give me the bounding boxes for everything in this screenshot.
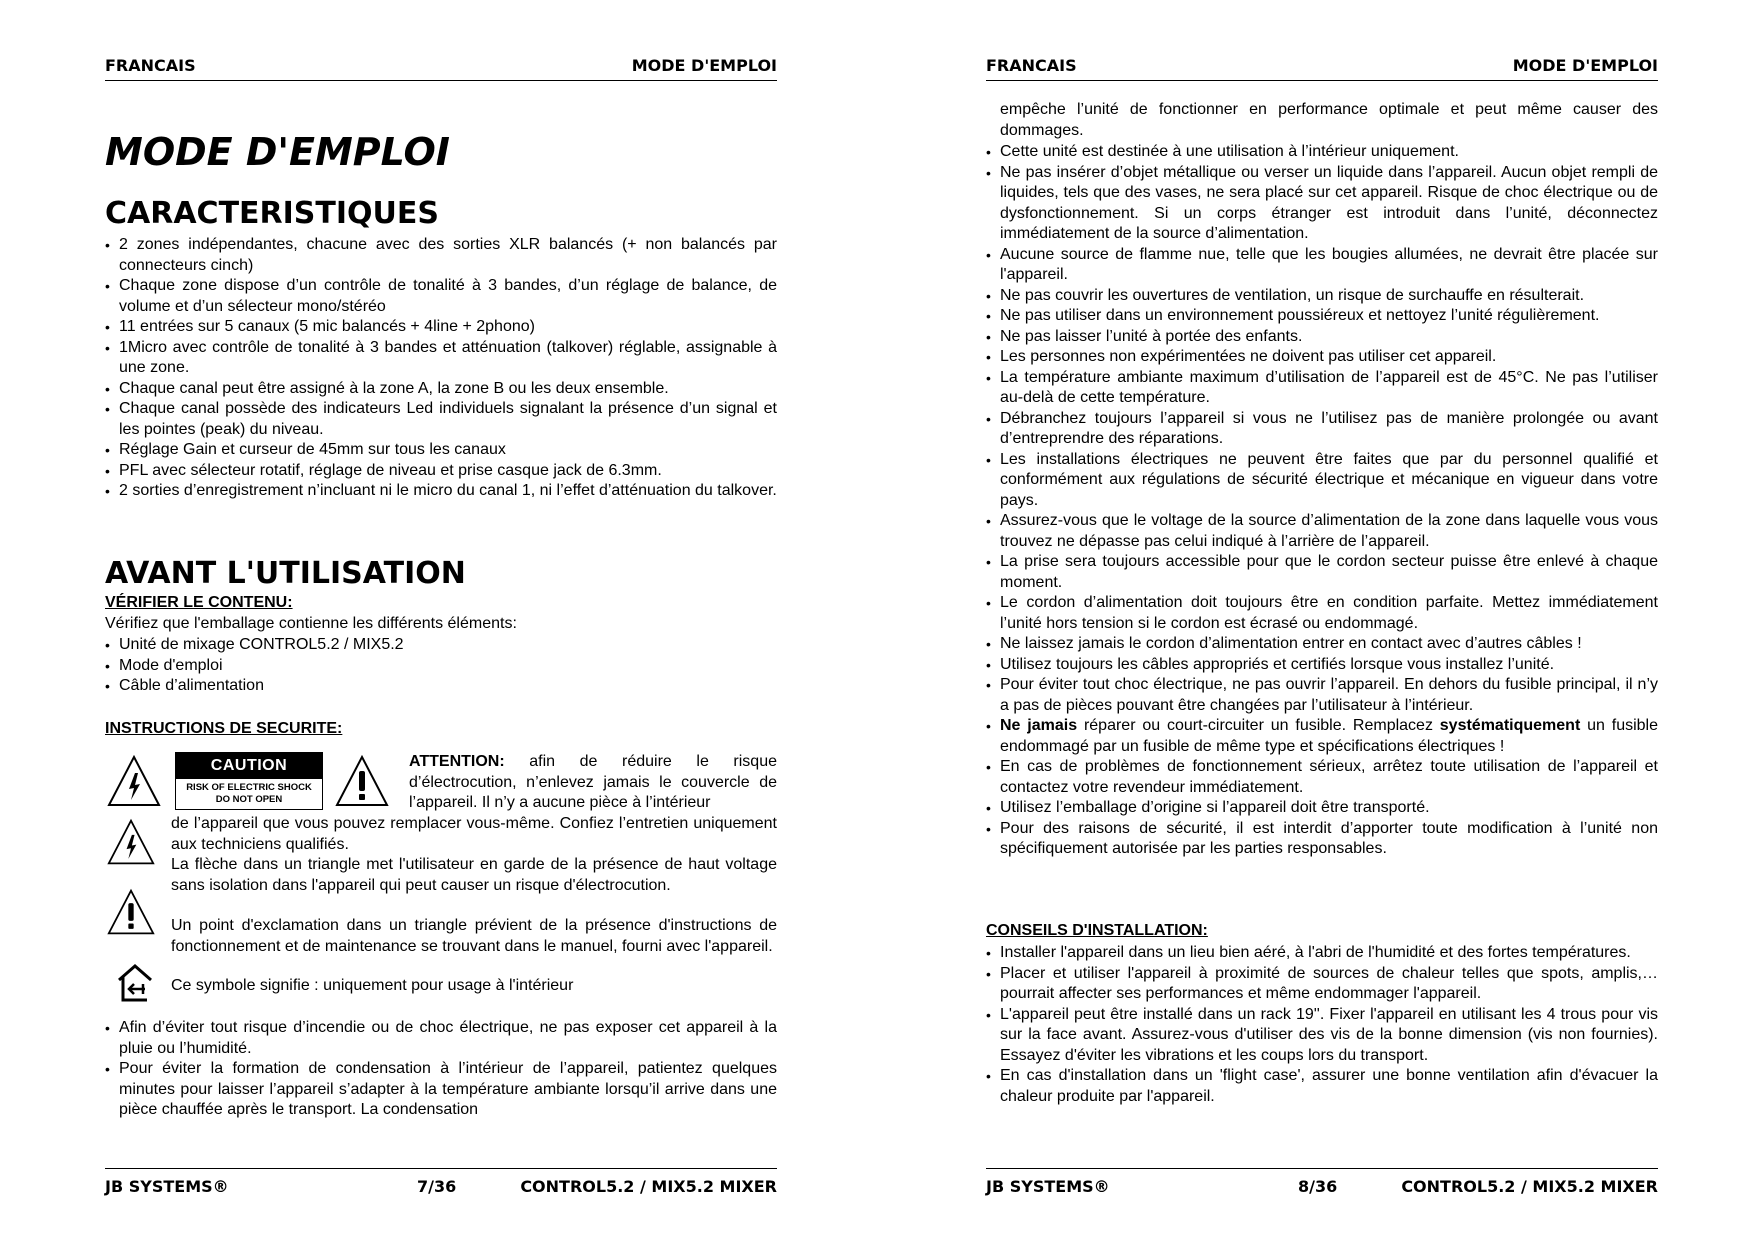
attention-text bbox=[409, 752, 777, 814]
list-item: • Ne pas utiliser dans un environnement poussiéreux et nettoyez l’unité régulièrement. bbox=[986, 306, 1658, 327]
list-item: • Assurez-vous que le voltage de la source d’alimentation de la zone dans laquelle vous vous trouvez ne dépasse pas celui indiqué à l’arrière de l’appareil. bbox=[986, 511, 1658, 552]
fuse-systematic: systématiquement bbox=[1439, 717, 1581, 734]
page-footer bbox=[986, 1168, 1658, 1199]
list-item: • 1Micro avec contrôle de tonalité à 3 bandes et atténuation (talkover) réglable, assignable à une zone. bbox=[105, 338, 777, 379]
list-item: • Chaque canal possède des indicateurs Led individuels signalant la présence d’un signal et les pointes (peak) du niveau. bbox=[105, 399, 777, 440]
list-item: • Les installations électriques ne peuvent être faites que par du personnel qualifié et conformément aux régulations de sécurité électrique et mécanique en vigueur dans votre pays. bbox=[986, 450, 1658, 512]
list-item: • Mode d'emploi bbox=[105, 656, 777, 677]
indoor-house-icon bbox=[115, 962, 155, 1004]
fuse-never: Ne jamais bbox=[1000, 717, 1078, 734]
exclamation-triangle-icon bbox=[107, 888, 155, 936]
list-item: • 2 zones indépendantes, chacune avec des sorties XLR balancés (+ non balancés par connecteurs cinch) bbox=[105, 235, 777, 276]
header-title: MODE D'EMPLOI bbox=[1512, 56, 1658, 75]
page-footer bbox=[105, 1168, 777, 1199]
caution-label bbox=[175, 752, 323, 810]
list-item: • 11 entrées sur 5 canaux (5 mic balancés + 4line + 2phono) bbox=[105, 317, 777, 338]
fleche-explanation: La flèche dans un triangle met l'utilisateur en garde de la présence de haut voltage sans isolation dans l'appareil qui peut causer un risque d'électrocution. bbox=[171, 856, 777, 894]
list-item: • L'appareil peut être installé dans un rack 19''. Fixer l'appareil en utilisant les 4 trous pour vis sur la face avant. Assurez-vous d'utiliser des vis de la bonne dimension (vis non fournies). Essayez d'éviter les vibrations et les coups lors du transport. bbox=[986, 1005, 1658, 1067]
avant-utilisation-heading: AVANT L'UTILISATION bbox=[105, 556, 466, 591]
caution-risk-text: RISK OF ELECTRIC SHOCK bbox=[186, 782, 312, 793]
list-item: • Pour éviter la formation de condensation à l’intérieur de l’appareil, patientez quelques minutes pour laisser l’appareil s’adapter à la température ambiante lorsqu’il arrive dans une pièce chauffée après le transport. La condensation bbox=[105, 1059, 777, 1121]
safety-list bbox=[986, 142, 1658, 860]
lightning-triangle-icon bbox=[107, 755, 161, 807]
safety-list bbox=[105, 1018, 777, 1121]
list-item: • 2 sorties d’enregistrement n’incluant ni le micro du canal 1, ni l’effet d’atténuation du talkover. bbox=[105, 481, 777, 502]
list-item: • La température ambiante maximum d’utilisation de l’appareil est de 45°C. Ne pas l’utiliser au-delà de cette température. bbox=[986, 368, 1658, 409]
list-item-fuse bbox=[986, 716, 1658, 757]
header-language: FRANCAIS bbox=[105, 56, 196, 75]
footer-page-number: 8/36 bbox=[1298, 1177, 1338, 1196]
verifier-heading: VÉRIFIER LE CONTENU: bbox=[105, 594, 293, 611]
document-title: MODE D'EMPLOI bbox=[105, 130, 450, 174]
list-item: • Chaque canal peut être assigné à la zone A, la zone B ou les deux ensemble. bbox=[105, 379, 777, 400]
footer-brand: JB SYSTEMS® bbox=[986, 1177, 1110, 1196]
list-item: • Câble d’alimentation bbox=[105, 676, 777, 697]
list-item: • Ne pas laisser l’unité à portée des enfants. bbox=[986, 327, 1658, 348]
caution-symbols bbox=[105, 752, 777, 812]
installation-heading: CONSEILS D'INSTALLATION: bbox=[986, 922, 1208, 939]
caution-title: CAUTION bbox=[176, 753, 322, 779]
list-item: • Réglage Gain et curseur de 45mm sur tous les canaux bbox=[105, 440, 777, 461]
fuse-text-2: un fusible endommagé par un fusible de même type et spécifications électriques ! bbox=[1000, 717, 1659, 755]
list-item: • Placer et utiliser l'appareil à proximité de sources de chaleur telles que spots, amplis,… pourrait affecter ses performances et même endommager l'appareil. bbox=[986, 964, 1658, 1005]
footer-brand: JB SYSTEMS® bbox=[105, 1177, 229, 1196]
attention-body: afin de réduire le risque d’électrocution, n’enlevez jamais le couvercle de l’appareil. Il n’y a aucune pièce à l’intérieur bbox=[409, 753, 777, 811]
list-item: • Débranchez toujours l’appareil si vous ne l’utilisez pas de manière prolongée ou avant d’entreprendre des réparations. bbox=[986, 409, 1658, 450]
verifier-intro: Vérifiez que l'emballage contienne les différents éléments: bbox=[105, 615, 517, 632]
exclamation-explanation: Un point d'exclamation dans un triangle prévient de la présence d'instructions de fonctionnement et de maintenance se trouvant dans le manuel, fourni avec l'appareil. bbox=[171, 917, 777, 955]
list-item: • Installer l'appareil dans un lieu bien aéré, à l'abri de l'humidité et des fortes températures. bbox=[986, 943, 1658, 964]
list-item: • Chaque zone dispose d’un contrôle de tonalité à 3 bandes, d’un réglage de balance, de volume et d’un sélecteur mono/stéréo bbox=[105, 276, 777, 317]
list-item: • Utilisez toujours les câbles appropriés et certifiés lorsque vous installez l’unité. bbox=[986, 655, 1658, 676]
list-item: • En cas de problèmes de fonctionnement sérieux, arrêtez toute utilisation de l’appareil et contactez votre revendeur immédiatement. bbox=[986, 757, 1658, 798]
list-item: • Cette unité est destinée à une utilisation à l’intérieur uniquement. bbox=[986, 142, 1658, 163]
list-item: • Ne laissez jamais le cordon d’alimentation entrer en contact avec d’autres câbles ! bbox=[986, 634, 1658, 655]
fuse-text-1: réparer ou court-circuiter un fusible. Remplacez bbox=[1077, 717, 1440, 734]
caution-do-not-open: DO NOT OPEN bbox=[215, 794, 283, 805]
attention-continuation: de l’appareil que vous pouvez remplacer vous-même. Confiez l’entretien uniquement aux techniciens qualifiés. bbox=[171, 815, 777, 853]
page-header bbox=[986, 54, 1658, 81]
installation-list bbox=[986, 943, 1658, 1107]
header-title: MODE D'EMPLOI bbox=[631, 56, 777, 75]
list-item: • Pour éviter tout choc électrique, ne pas ouvrir l’appareil. En dehors du fusible principal, il n’y a pas de pièces pouvant être changées par l’utilisateur à l’intérieur. bbox=[986, 675, 1658, 716]
exclamation-triangle-icon bbox=[335, 755, 389, 807]
list-item: • En cas d'installation dans un 'flight case', assurer une bonne ventilation afin d'évacuer la chaleur produite par l'appareil. bbox=[986, 1066, 1658, 1107]
list-item: • Aucune source de flamme nue, telle que les bougies allumées, ne devrait être placée sur l'appareil. bbox=[986, 245, 1658, 286]
left-page bbox=[105, 0, 777, 1240]
caracteristiques-list bbox=[105, 235, 777, 502]
footer-page-number: 7/36 bbox=[417, 1177, 457, 1196]
list-item: • Pour des raisons de sécurité, il est interdit d’apporter toute modification à l’unité non spécifiquement autorisée par les parties responsables. bbox=[986, 819, 1658, 860]
list-item: • Afin d’éviter tout risque d’incendie ou de choc électrique, ne pas exposer cet appareil à la pluie ou l’humidité. bbox=[105, 1018, 777, 1059]
verifier-list bbox=[105, 635, 777, 697]
continuation-text: empêche l’unité de fonctionner en performance optimale et peut même causer des dommages. bbox=[1000, 101, 1658, 139]
page-header bbox=[105, 54, 777, 81]
securite-heading: INSTRUCTIONS DE SECURITE: bbox=[105, 720, 343, 737]
list-item: • Utilisez l’emballage d’origine si l’appareil doit être transporté. bbox=[986, 798, 1658, 819]
list-item: • Le cordon d’alimentation doit toujours être en condition parfaite. Mettez immédiatement l’unité hors tension si le cordon est écrasé ou endommagé. bbox=[986, 593, 1658, 634]
caracteristiques-heading: CARACTERISTIQUES bbox=[105, 196, 439, 231]
list-item: • Ne pas insérer d’objet métallique ou verser un liquide dans l’appareil. Aucun objet rempli de liquides, tels que des vases, ne sera placé sur cet appareil. Risque de choc électrique ou de dysfonctionnement. Si un corps étranger est introduit dans l’unité, déconnectez immédiatement de la source d’alimentation. bbox=[986, 163, 1658, 245]
list-item: • PFL avec sélecteur rotatif, réglage de niveau et prise casque jack de 6.3mm. bbox=[105, 461, 777, 482]
right-page bbox=[986, 0, 1658, 1240]
attention-label: ATTENTION: bbox=[409, 753, 505, 770]
list-item: • Ne pas couvrir les ouvertures de ventilation, un risque de surchauffe en résulterait. bbox=[986, 286, 1658, 307]
footer-product: CONTROL5.2 / MIX5.2 MIXER bbox=[520, 1177, 777, 1196]
list-item: • Les personnes non expérimentées ne doivent pas utiliser cet appareil. bbox=[986, 347, 1658, 368]
lightning-triangle-icon bbox=[107, 818, 155, 866]
interieur-explanation: Ce symbole signifie : uniquement pour usage à l'intérieur bbox=[171, 977, 574, 994]
list-item: • Unité de mixage CONTROL5.2 / MIX5.2 bbox=[105, 635, 777, 656]
list-item: • La prise sera toujours accessible pour que le cordon secteur puisse être enlevé à chaque moment. bbox=[986, 552, 1658, 593]
header-language: FRANCAIS bbox=[986, 56, 1077, 75]
footer-product: CONTROL5.2 / MIX5.2 MIXER bbox=[1401, 1177, 1658, 1196]
